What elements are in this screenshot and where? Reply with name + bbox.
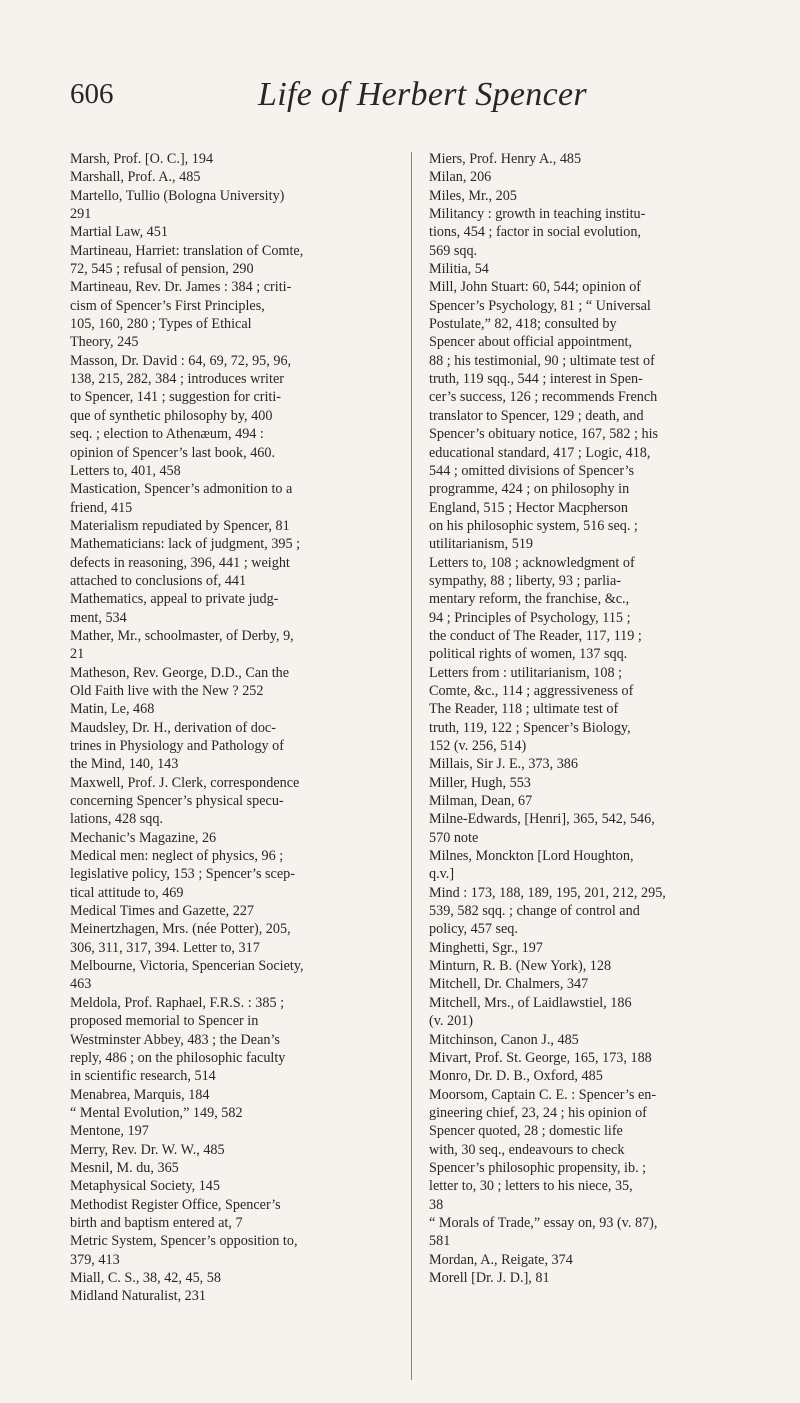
index-line: lations, 428 sqq. — [70, 811, 164, 828]
index-line: truth, 119 sqq., 544 ; interest in Spen- — [429, 371, 643, 388]
index-column-left — [70, 150, 390, 1306]
index-line: Metric System, Spencer’s opposition to, — [70, 1233, 298, 1250]
index-line: Milman, Dean, 67 — [429, 793, 533, 810]
index-line: (v. 201) — [429, 1013, 473, 1030]
index-line: Miall, C. S., 38, 42, 45, 58 — [70, 1269, 221, 1286]
index-line: 152 (v. 256, 514) — [429, 738, 527, 754]
index-line: “ Morals of Trade,” essay on, 93 (v. 87), — [429, 1214, 658, 1231]
index-line: Milnes, Monckton [Lord Houghton, — [429, 848, 634, 865]
index-line: 94 ; Principles of Psychology, 115 ; — [429, 609, 631, 626]
column-divider — [411, 152, 412, 1380]
index-line: cism of Spencer’s First Principles, — [70, 297, 265, 314]
index-line: Mentone, 197 — [70, 1123, 149, 1140]
index-line: Monro, Dr. D. B., Oxford, 485 — [429, 1068, 603, 1085]
index-line: letter to, 30 ; letters to his niece, 35, — [429, 1178, 633, 1195]
index-line: Melbourne, Victoria, Spencerian Society, — [70, 958, 304, 975]
index-line: 291 — [70, 206, 92, 223]
index-line: Mitchell, Mrs., of Laidlawstiel, 186 — [429, 994, 632, 1011]
index-line: Metaphysical Society, 145 — [70, 1178, 220, 1195]
index-line: 539, 582 sqq. ; change of control and — [429, 903, 640, 920]
index-line: Westminster Abbey, 483 ; the Dean’s — [70, 1031, 280, 1048]
index-line: Miller, Hugh, 553 — [429, 774, 531, 791]
index-line: Letters to, 401, 458 — [70, 462, 181, 479]
index-line: 38 — [429, 1196, 444, 1213]
index-line: Mesnil, M. du, 365 — [70, 1159, 179, 1176]
index-line: 569 sqq. — [429, 242, 478, 259]
index-line: translator to Spencer, 129 ; death, and — [429, 407, 644, 424]
index-line: Old Faith live with the New ? 252 — [70, 682, 264, 699]
index-line: Menabrea, Marquis, 184 — [70, 1086, 210, 1103]
index-line: sympathy, 88 ; liberty, 93 ; parlia- — [429, 572, 622, 589]
index-line: Spencer’s obituary notice, 167, 582 ; his — [429, 426, 659, 443]
index-line: Moorsom, Captain C. E. : Spencer’s en- — [429, 1086, 657, 1103]
index-line: 88 ; his testimonial, 90 ; ultimate test of — [429, 352, 655, 369]
index-line: programme, 424 ; on philosophy in — [429, 481, 630, 498]
index-line: proposed memorial to Spencer in — [70, 1013, 259, 1030]
index-line: Comte, &c., 114 ; aggressiveness of — [429, 682, 634, 699]
index-line: Maxwell, Prof. J. Clerk, correspondence — [70, 774, 300, 791]
index-line: Letters to, 108 ; acknowledgment of — [429, 554, 635, 571]
index-line: reply, 486 ; on the philosophic faculty — [70, 1049, 286, 1066]
index-line: utilitarianism, 519 — [429, 536, 534, 553]
page-header — [70, 78, 770, 122]
index-line: policy, 457 seq. — [429, 921, 518, 938]
index-line: concerning Spencer’s physical specu- — [70, 793, 284, 810]
index-line: legislative policy, 153 ; Spencer’s scep- — [70, 866, 295, 883]
index-line: Spencer about official appointment, — [429, 334, 633, 351]
index-line: Masson, Dr. David : 64, 69, 72, 95, 96, — [70, 352, 292, 369]
index-line: Mather, Mr., schoolmaster, of Derby, 9, — [70, 627, 294, 644]
index-line: in scientific research, 514 — [70, 1068, 216, 1085]
index-line: 306, 311, 317, 394. Letter to, 317 — [70, 939, 260, 956]
index-line: Mill, John Stuart: 60, 544; opinion of — [429, 279, 642, 296]
index-line: que of synthetic philosophy by, 400 — [70, 407, 273, 424]
index-line: 544 ; omitted divisions of Spencer’s — [429, 462, 635, 479]
index-line: on his philosophic system, 516 seq. ; — [429, 517, 638, 534]
index-line: attached to conclusions of, 441 — [70, 572, 247, 589]
index-line: Merry, Rev. Dr. W. W., 485 — [70, 1141, 225, 1158]
index-line: Midland Naturalist, 231 — [70, 1288, 206, 1305]
index-line: truth, 119, 122 ; Spencer’s Biology, — [429, 719, 631, 736]
index-line: 72, 545 ; refusal of pension, 290 — [70, 261, 254, 278]
index-line: “ Mental Evolution,” 149, 582 — [70, 1104, 243, 1121]
index-line: gineering chief, 23, 24 ; his opinion of — [429, 1104, 647, 1121]
index-line: Militia, 54 — [429, 261, 489, 278]
index-line: England, 515 ; Hector Macpherson — [429, 499, 628, 516]
index-line: The Reader, 118 ; ultimate test of — [429, 701, 619, 718]
index-line: political rights of women, 137 sqq. — [429, 646, 628, 663]
index-line: the conduct of The Reader, 117, 119 ; — [429, 627, 642, 644]
index-line: Postulate,” 82, 418; consulted by — [429, 316, 617, 333]
running-title: Life of Herbert Spencer — [258, 76, 587, 113]
index-columns — [70, 150, 765, 1385]
index-column-right — [429, 150, 749, 1287]
index-line: Mitchell, Dr. Chalmers, 347 — [429, 976, 589, 993]
index-line: Minturn, R. B. (New York), 128 — [429, 958, 612, 975]
index-line: Methodist Register Office, Spencer’s — [70, 1196, 281, 1213]
index-line: with, 30 seq., endeavours to check — [429, 1141, 625, 1158]
index-line: Maudsley, Dr. H., derivation of doc- — [70, 719, 276, 736]
index-line: Mastication, Spencer’s admonition to a — [70, 481, 293, 498]
index-line: 105, 160, 280 ; Types of Ethical — [70, 316, 252, 333]
index-line: 21 — [70, 646, 85, 663]
index-line: Martello, Tullio (Bologna University) — [70, 187, 285, 204]
index-line: Mind : 173, 188, 189, 195, 201, 212, 295, — [429, 884, 666, 901]
index-line: 581 — [429, 1233, 451, 1250]
index-line: Mathematics, appeal to private judg- — [70, 591, 279, 608]
index-line: Martineau, Harriet: translation of Comte, — [70, 242, 304, 259]
index-line: Miles, Mr., 205 — [429, 187, 517, 204]
index-line: Medical men: neglect of physics, 96 ; — [70, 848, 284, 865]
index-line: Theory, 245 — [70, 334, 139, 351]
index-line: ment, 534 — [70, 609, 127, 626]
index-line: Milne-Edwards, [Henri], 365, 542, 546, — [429, 811, 655, 828]
index-line: 463 — [70, 976, 92, 993]
index-line: mentary reform, the franchise, &c., — [429, 591, 630, 608]
index-line: Marsh, Prof. [O. C.], 194 — [70, 151, 214, 167]
index-line: friend, 415 — [70, 499, 133, 516]
index-line: defects in reasoning, 396, 441 ; weight — [70, 554, 290, 571]
index-line: Mordan, A., Reigate, 374 — [429, 1251, 573, 1268]
index-line: Mitchinson, Canon J., 485 — [429, 1031, 579, 1048]
index-line: Mathematicians: lack of judgment, 395 ; — [70, 536, 301, 553]
index-line: Martial Law, 451 — [70, 224, 168, 241]
index-line: trines in Physiology and Pathology of — [70, 738, 284, 754]
index-line: Miers, Prof. Henry A., 485 — [429, 151, 582, 167]
index-line: Milan, 206 — [429, 169, 492, 186]
index-line: Mivart, Prof. St. George, 165, 173, 188 — [429, 1049, 652, 1066]
index-line: birth and baptism entered at, 7 — [70, 1214, 243, 1231]
index-line: Meinertzhagen, Mrs. (née Potter), 205, — [70, 921, 291, 938]
index-line: 570 note — [429, 829, 479, 846]
index-line: Minghetti, Sgr., 197 — [429, 939, 543, 956]
index-line: tions, 454 ; factor in social evolution, — [429, 224, 641, 241]
page-number: 606 — [70, 78, 114, 110]
index-line: tical attitude to, 469 — [70, 884, 184, 901]
index-line: opinion of Spencer’s last book, 460. — [70, 444, 276, 461]
index-line: Matheson, Rev. George, D.D., Can the — [70, 664, 290, 681]
index-line: Matin, Le, 468 — [70, 701, 155, 718]
index-line: the Mind, 140, 143 — [70, 756, 179, 773]
index-line: educational standard, 417 ; Logic, 418, — [429, 444, 651, 461]
index-line: Letters from : utilitarianism, 108 ; — [429, 664, 623, 681]
index-line: seq. ; election to Athenæum, 494 : — [70, 426, 264, 443]
index-line: q.v.] — [429, 866, 455, 883]
index-line: Mechanic’s Magazine, 26 — [70, 829, 217, 846]
index-line: Spencer’s philosophic propensity, ib. ; — [429, 1159, 647, 1176]
index-line: cer’s success, 126 ; recommends French — [429, 389, 658, 406]
index-line: Martineau, Rev. Dr. James : 384 ; criti- — [70, 279, 292, 296]
index-line: Spencer’s Psychology, 81 ; “ Universal — [429, 297, 651, 314]
index-line: Spencer quoted, 28 ; domestic life — [429, 1123, 623, 1140]
index-line: 379, 413 — [70, 1251, 120, 1268]
index-line: Militancy : growth in teaching institu- — [429, 206, 646, 223]
index-line: 138, 215, 282, 384 ; introduces writer — [70, 371, 284, 388]
index-line: Medical Times and Gazette, 227 — [70, 903, 255, 920]
index-line: Meldola, Prof. Raphael, F.R.S. : 385 ; — [70, 994, 285, 1011]
index-line: Millais, Sir J. E., 373, 386 — [429, 756, 578, 773]
index-line: Marshall, Prof. A., 485 — [70, 169, 201, 186]
index-line: Materialism repudiated by Spencer, 81 — [70, 517, 290, 534]
index-line: to Spencer, 141 ; suggestion for criti- — [70, 389, 282, 406]
index-line: Morell [Dr. J. D.], 81 — [429, 1269, 550, 1286]
